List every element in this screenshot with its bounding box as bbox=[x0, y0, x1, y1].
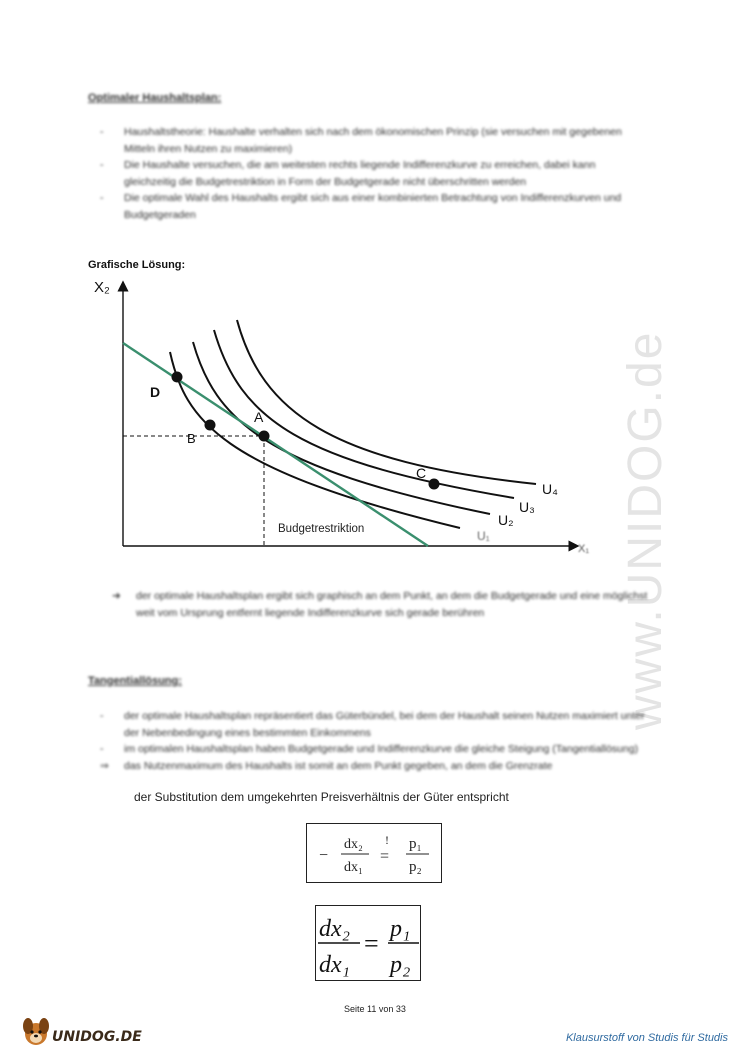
point-c bbox=[429, 479, 440, 490]
graph-note bbox=[112, 588, 652, 621]
graph-heading: Grafische Lösung: bbox=[88, 259, 186, 271]
indifference-curve-u4 bbox=[237, 320, 536, 484]
list-item: - Die Haushalte versuchen, die am weitesten rechts liegende Indifferenzkurve zu erreichen, dabei kann gleichzeitig die Budgetrestriktion in Form der Budgetgerade nicht überschritten werden bbox=[100, 159, 596, 188]
formula-minus: − bbox=[319, 847, 329, 864]
x-axis-label: X₁ bbox=[578, 543, 590, 555]
indifference-curve-u1 bbox=[170, 352, 460, 528]
section2-bullet-list bbox=[100, 708, 645, 774]
point-a bbox=[259, 431, 270, 442]
watermark-text: www.UNIDOG.de bbox=[619, 330, 672, 730]
formula-excl: ! bbox=[385, 833, 389, 847]
point-c-label: C bbox=[416, 465, 427, 481]
formula-eq: = bbox=[380, 848, 390, 865]
point-b bbox=[205, 420, 216, 431]
list-item: - Haushaltstheorie: Haushalte verhalten sich nach dem ökonomischen Prinzip (sie versuchen mit gegebenen Mitteln ihren Nutzen zu maximieren) bbox=[100, 126, 622, 155]
formula-num: dx₂ bbox=[344, 837, 363, 852]
section-title-tangent: Tangentiallösung: bbox=[88, 675, 182, 687]
formula-large-rden: p₂ bbox=[390, 952, 411, 978]
formula-large bbox=[316, 906, 422, 982]
budget-line bbox=[123, 343, 428, 546]
point-d bbox=[172, 372, 183, 383]
unidog-logo bbox=[20, 1014, 160, 1050]
formula-den: dx₁ bbox=[344, 860, 363, 875]
y-axis-label: X₂ bbox=[94, 279, 110, 296]
formula-rden: p₂ bbox=[409, 859, 422, 875]
formula-large-den: dx₁ bbox=[319, 952, 350, 978]
formula-box-large bbox=[315, 905, 421, 981]
point-a-label: A bbox=[254, 409, 264, 425]
curve-label-u1: U₁ bbox=[477, 529, 490, 543]
substitution-sentence: der Substitution dem umgekehrten Preisverhältnis der Güter entspricht bbox=[134, 790, 509, 804]
curve-label-u4: U₄ bbox=[542, 481, 558, 497]
curve-label-u2: U₂ bbox=[498, 512, 514, 528]
formula-large-rnum: p₁ bbox=[390, 916, 411, 942]
logo-text: UNIDOG.DE bbox=[52, 1029, 142, 1045]
list-item: ⇒ das Nutzenmaximum des Haushalts ist somit an dem Punkt gegeben, an dem die Grenzrate bbox=[100, 759, 553, 772]
budget-line-label: Budgetrestriktion bbox=[278, 523, 365, 535]
formula-box-small bbox=[306, 823, 442, 883]
section-title-optimal-plan: Optimaler Haushaltsplan: bbox=[88, 92, 222, 104]
formula-large-num: dx₂ bbox=[319, 916, 350, 942]
page-number: Seite 11 von 33 bbox=[344, 1004, 406, 1014]
list-item: - im optimalen Haushaltsplan haben Budgetgerade und Indifferenzkurve die gleiche Steigung (Tangentiallösung) bbox=[100, 743, 639, 755]
footer-tagline: Klausurstoff von Studis für Studis bbox=[565, 1032, 728, 1044]
list-item: - Die optimale Wahl des Haushalts ergibt sich aus einer kombinierten Betrachtung von Indifferenzkurven und Budgetgeraden bbox=[100, 192, 622, 221]
list-item: - der optimale Haushaltsplan repräsentiert das Güterbündel, bei dem der Haushalt seinen Nutzen maximiert unter der Nebenbedingung eines bestimmten Einkommens bbox=[100, 710, 645, 739]
point-b-label: B bbox=[187, 431, 196, 446]
list-item: ➜ der optimale Haushaltsplan ergibt sich graphisch an dem Punkt, an dem die Budgetgerade und eine möglichst weit vom Ursprung entfernt liegende Indifferenzkurve sich gerade berühren bbox=[112, 590, 648, 619]
point-d-label: D bbox=[150, 384, 161, 400]
formula-small bbox=[307, 824, 443, 884]
curve-label-u3: U₃ bbox=[519, 499, 535, 515]
formula-large-eq: = bbox=[364, 929, 379, 958]
formula-rnum: p₁ bbox=[409, 836, 422, 852]
